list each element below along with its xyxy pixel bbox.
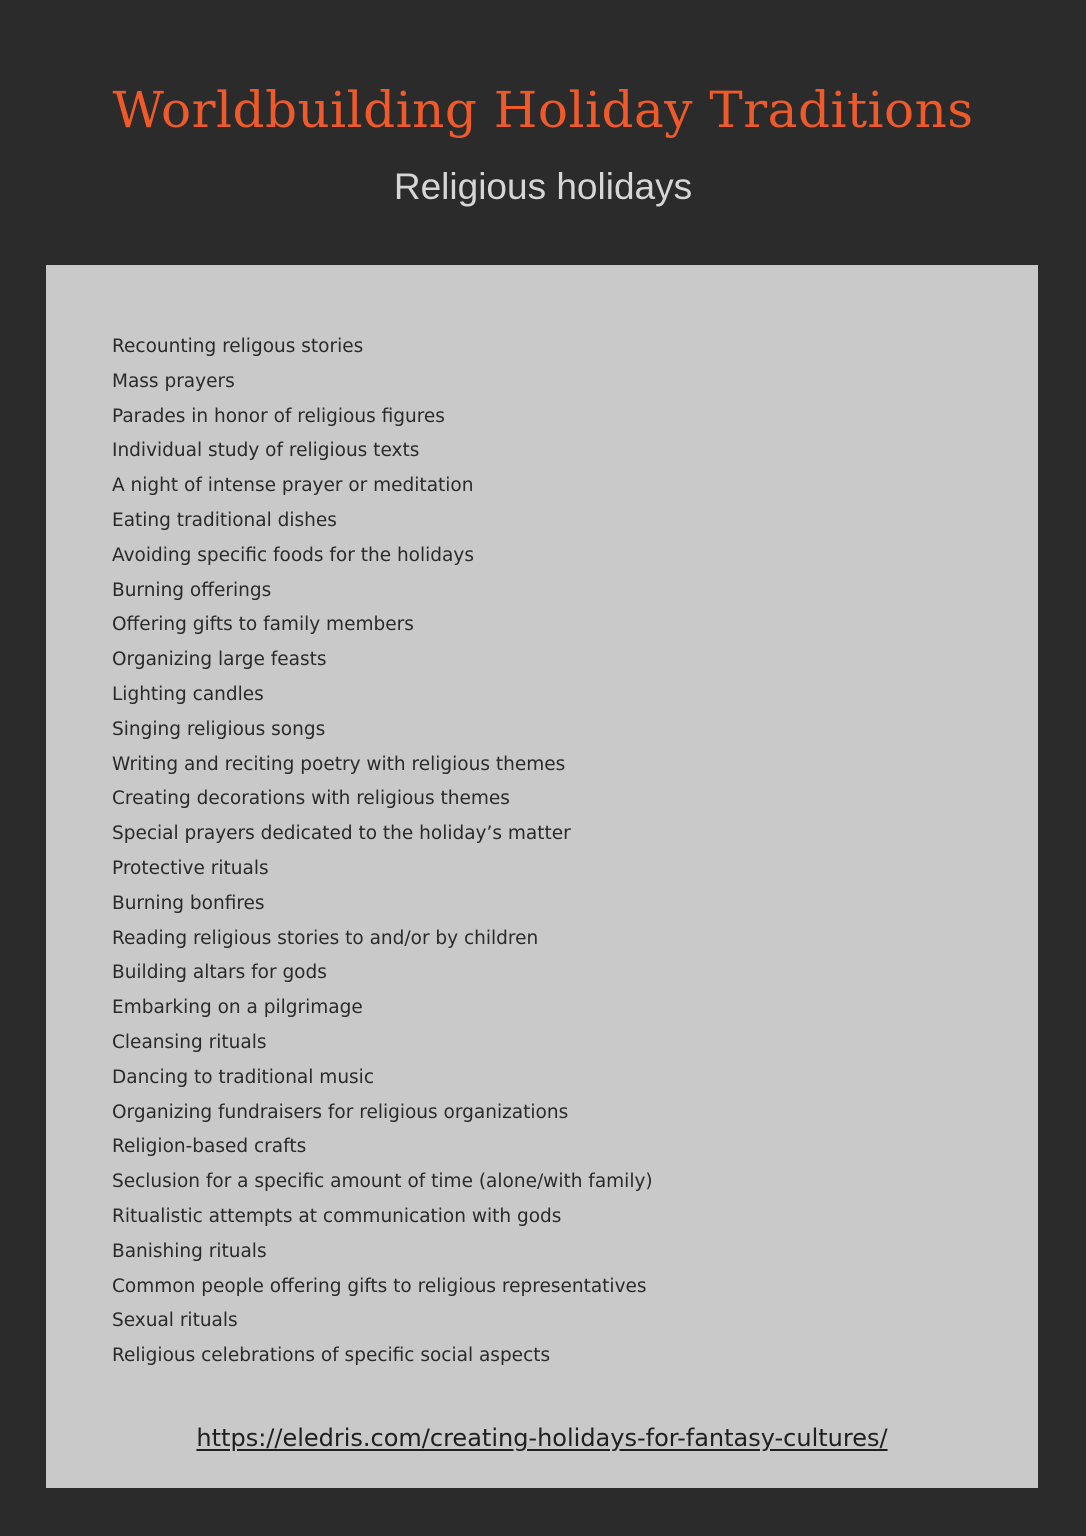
page-title: Worldbuilding Holiday Traditions bbox=[112, 81, 974, 139]
list-item: Embarking on a pilgrimage bbox=[112, 997, 363, 1019]
list-item: Avoiding specific foods for the holidays bbox=[112, 544, 474, 566]
list-item: Organizing fundraisers for religious organizations bbox=[112, 1101, 569, 1123]
list-item: A night of intense prayer or meditation bbox=[112, 475, 474, 497]
list-item: Organizing large feasts bbox=[112, 649, 327, 671]
list-item: Creating decorations with religious themes bbox=[112, 788, 510, 810]
list-item: Mass prayers bbox=[112, 370, 235, 392]
content-panel bbox=[46, 265, 1038, 1488]
list-item: Reading religious stories to and/or by children bbox=[112, 927, 539, 949]
list-item: Building altars for gods bbox=[112, 962, 327, 984]
page-subtitle: Religious holidays bbox=[393, 166, 693, 207]
list-item: Religious celebrations of specific social aspects bbox=[112, 1345, 551, 1367]
list-item: Singing religious songs bbox=[112, 718, 326, 740]
list-item: Banishing rituals bbox=[112, 1240, 267, 1262]
list-item: Burning offerings bbox=[112, 579, 272, 601]
list-item: Cleansing rituals bbox=[112, 1031, 267, 1053]
list-item: Writing and reciting poetry with religious themes bbox=[112, 753, 566, 775]
list-item: Special prayers dedicated to the holiday’s matter bbox=[112, 823, 571, 845]
list-item: Seclusion for a specific amount of time (alone/with family) bbox=[112, 1171, 653, 1193]
list-item: Common people offering gifts to religious representatives bbox=[112, 1275, 647, 1297]
list-item: Protective rituals bbox=[112, 857, 269, 879]
list-item: Ritualistic attempts at communication with gods bbox=[112, 1205, 562, 1227]
list-item: Dancing to traditional music bbox=[112, 1066, 374, 1088]
source-link[interactable]: https://eledris.com/creating-holidays-for-fantasy-cultures/ bbox=[196, 1424, 888, 1452]
list-item: Offering gifts to family members bbox=[112, 614, 414, 636]
tradition-list bbox=[112, 330, 653, 1374]
list-item: Parades in honor of religious figures bbox=[112, 405, 445, 427]
list-item: Individual study of religious texts bbox=[112, 440, 420, 462]
list-item: Eating traditional dishes bbox=[112, 509, 337, 531]
list-item: Recounting religous stories bbox=[112, 336, 364, 357]
list-item: Lighting candles bbox=[112, 683, 264, 705]
list-item: Sexual rituals bbox=[112, 1310, 238, 1332]
list-item: Religion-based crafts bbox=[112, 1136, 307, 1158]
list-item: Burning bonfires bbox=[112, 892, 265, 914]
